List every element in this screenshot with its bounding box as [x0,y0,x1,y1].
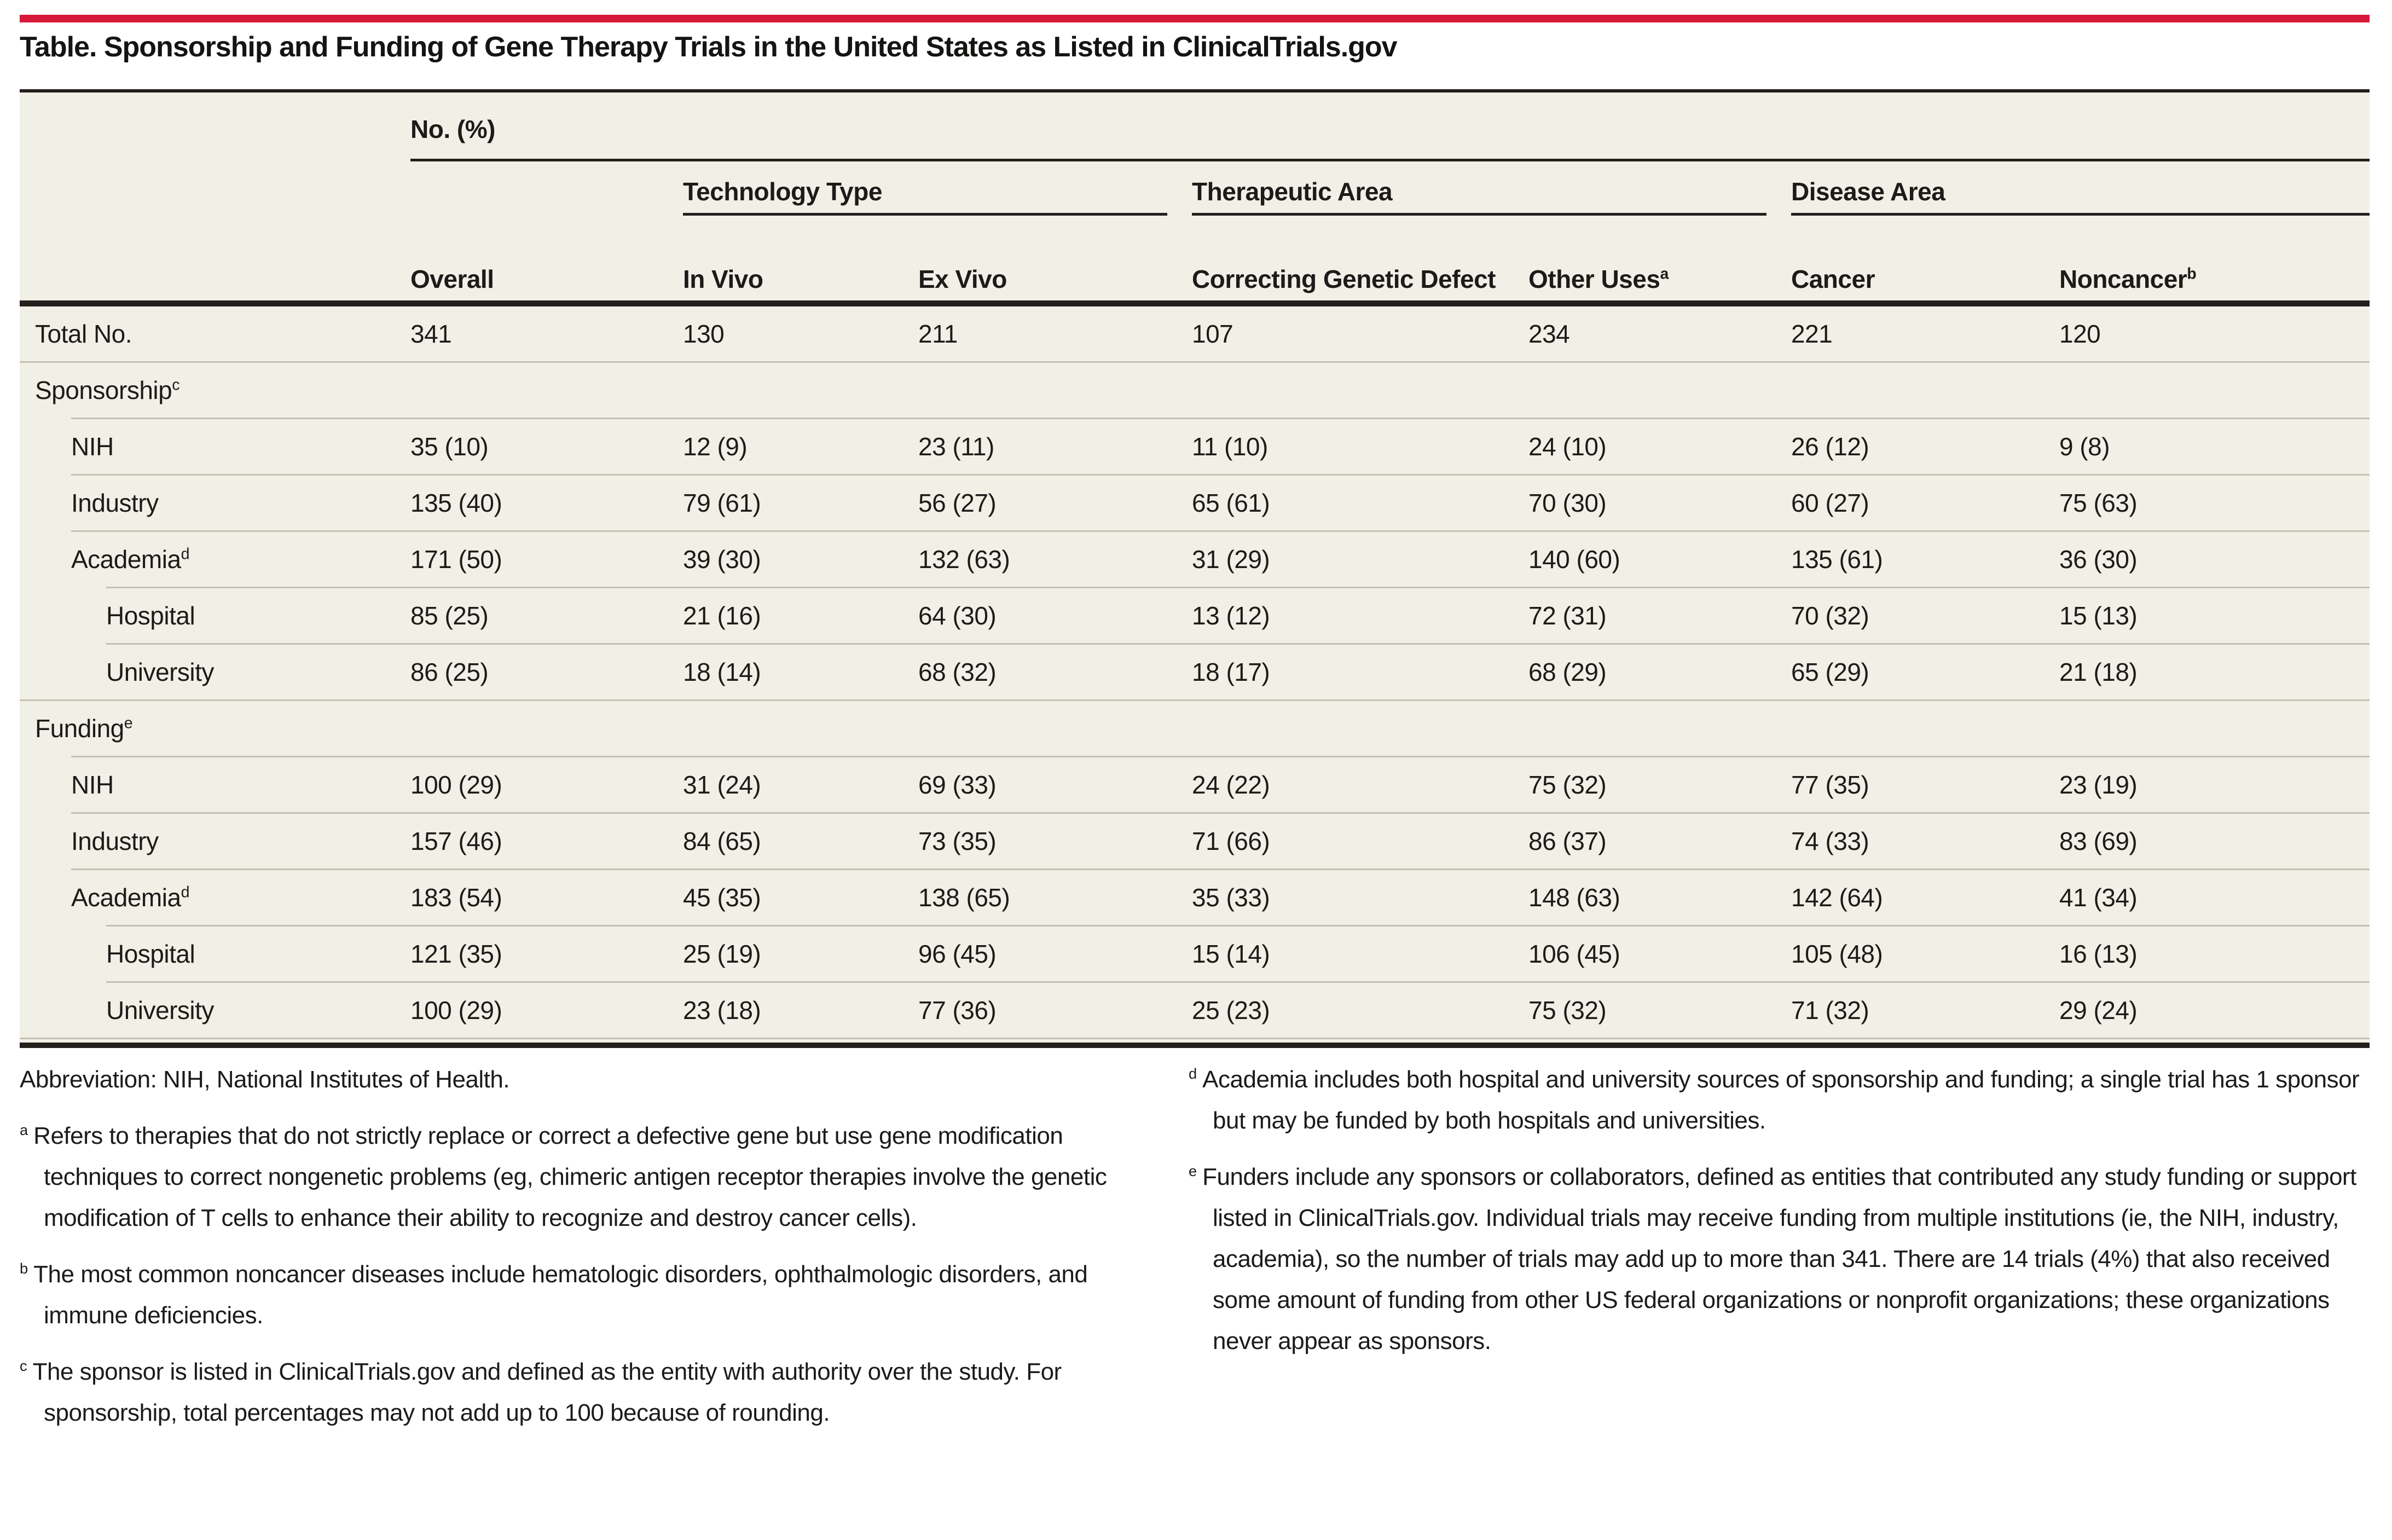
table-cell: 135 (61) [1791,545,1883,574]
table-cell: 65 (29) [1791,658,1869,686]
table-cell: 221 [1791,320,1833,348]
table-cell: 100 (29) [410,771,502,799]
table-cell: 142 (64) [1791,883,1883,912]
table-row-sponsorship-university [20,645,2370,699]
table-cell: 84 (65) [683,827,761,855]
table-cell: 135 (40) [410,489,502,517]
table-row-section-sponsorship [20,363,2370,418]
column-header-other-uses [1528,265,1669,293]
column-header-sup: a [1660,265,1669,283]
table-cell: 157 (46) [410,827,502,855]
table-cell: 140 (60) [1528,545,1620,574]
footnote-marker: b [20,1260,28,1277]
row-label [20,997,410,1024]
table-cell: 107 [1192,320,1233,348]
table-cell: 35 (33) [1192,883,1270,912]
table-header [20,92,2370,300]
table-cell: 25 (23) [1192,996,1270,1024]
table-cell: 70 (32) [1791,601,1869,630]
table-cell: 16 (13) [2059,940,2138,968]
group-rule-therapeutic-area [1192,213,1767,216]
table-cell: 75 (63) [2059,489,2138,517]
row-label-text: University [106,996,214,1024]
row-label-text: University [106,658,214,686]
row-label [20,320,410,348]
footnotes-left-column [20,1059,1148,1449]
table-row-total [20,306,2370,361]
footnote-d [1189,1059,2373,1141]
table-cell: 56 (27) [918,489,997,517]
column-header-cancer [1791,265,1875,293]
table-cell: 106 (45) [1528,940,1620,968]
table-cell: 15 (14) [1192,940,1270,968]
group-header-technology-type: Technology Type [683,177,882,206]
table-cell: 70 (30) [1528,489,1607,517]
row-label-text: Sponsorship [35,376,172,404]
table-cell: 234 [1528,320,1570,348]
group-rule-technology-type [683,213,1167,216]
table-cell: 31 (24) [683,771,761,799]
table-cell: 130 [683,320,725,348]
table-cell: 12 (9) [683,432,748,461]
table-cell: 77 (35) [1791,771,1869,799]
footnote-marker: d [1189,1065,1197,1082]
table-cell: 69 (33) [918,771,997,799]
table-row-sponsorship-nih [20,419,2370,474]
row-label-text: Industry [71,489,159,517]
row-label-text: Academia [71,883,181,912]
group-header-therapeutic-area: Therapeutic Area [1192,177,1393,206]
column-header-ex-vivo [918,265,1007,293]
table-cell: 74 (33) [1791,827,1869,855]
table-cell: 83 (69) [2059,827,2138,855]
column-header-noncancer [2059,265,2197,293]
table-cell: 64 (30) [918,601,997,630]
table-cell: 23 (11) [918,432,994,461]
table-cell: 100 (29) [410,996,502,1024]
column-header-label: Noncancer [2059,265,2187,293]
column-header-in-vivo [683,265,763,293]
column-header-label: Correcting Genetic Defect [1192,265,1496,293]
footnote-marker: e [1189,1162,1197,1180]
footnote-marker: c [20,1357,27,1375]
row-label-text: Hospital [106,940,195,968]
table-cell: 23 (18) [683,996,761,1024]
row-label-sup: e [124,714,133,732]
group-rule-disease-area [1791,213,2370,216]
row-label-text: Funding [35,714,124,743]
table-cell: 85 (25) [410,601,489,630]
table-cell: 23 (19) [2059,771,2138,799]
row-label-sup: d [181,545,190,563]
table-cell: 71 (32) [1791,996,1869,1024]
table-row-section-funding [20,701,2370,756]
table-cell: 21 (16) [683,601,761,630]
table-cell: 26 (12) [1791,432,1869,461]
table-cell: 71 (66) [1192,827,1270,855]
table-cell: 148 (63) [1528,883,1620,912]
table-cell: 25 (19) [683,940,761,968]
footnote-c [20,1351,1148,1433]
table-cell: 132 (63) [918,545,1010,574]
table-cell: 21 (18) [2059,658,2138,686]
column-header-sup: b [2187,265,2197,283]
section-label [20,715,410,742]
table-cell: 65 (61) [1192,489,1270,517]
row-label [20,433,410,460]
row-label [20,489,410,517]
table-row-funding-academia [20,870,2370,925]
table-row-sponsorship-academia [20,532,2370,587]
table-cell: 24 (22) [1192,771,1270,799]
header-bottom-rule [20,300,2370,306]
table-cell: 105 (48) [1791,940,1883,968]
row-label [20,658,410,686]
row-label [20,546,410,573]
row-label-text: Industry [71,827,159,855]
table-cell: 45 (35) [683,883,761,912]
footnote-text: Funders include any sponsors or collaborators, defined as entities that contributed any study funding or support listed in ClinicalTrials.gov. Individual trials may receive funding from multiple institutions (ie, the NIH, industry, academia), so the number of trials may add up to more than 341. There are 14 trials (4%) that also received some amount of funding from other US federal organizations or nonprofit organizations; these organizations never appear as sponsors. [1202,1163,2356,1354]
row-label-text: Hospital [106,601,195,630]
table-cell: 60 (27) [1791,489,1869,517]
table-cell: 138 (65) [918,883,1010,912]
row-label [20,827,410,855]
column-header-label: Overall [410,265,494,293]
column-header-correcting-genetic-defect [1192,265,1507,293]
row-label [20,602,410,629]
table-cell: 211 [918,320,958,348]
table-cell: 39 (30) [683,545,761,574]
footnote-marker: a [20,1121,28,1139]
row-label-text: NIH [71,432,114,461]
footnote-text: Academia includes both hospital and university sources of sponsorship and funding; a single trial has 1 sponsor but may be funded by both hospitals and universities. [1202,1066,2360,1134]
unit-header-rule [410,159,2370,161]
table-cell: 68 (29) [1528,658,1607,686]
table-bottom-rule [20,1043,2370,1048]
table-cell: 29 (24) [2059,996,2138,1024]
footnotes-right-column [1189,1059,2373,1449]
footnote-text: Refers to therapies that do not strictly replace or correct a defective gene but use gene modification techniques to correct nongenetic problems (eg, chimeric antigen receptor therapies involve the genetic modification of T cells to enhance their ability to recognize and destroy cancer cells). [33,1122,1107,1231]
footnote-b [20,1254,1148,1336]
table-cell: 18 (17) [1192,658,1270,686]
abbreviation-note: Abbreviation: NIH, National Institutes of Health. [20,1066,510,1093]
table-cell: 72 (31) [1528,601,1607,630]
column-header-label: Ex Vivo [918,265,1007,293]
table-row-funding-university [20,983,2370,1038]
column-header-label: Other Uses [1528,265,1660,293]
table-cell: 79 (61) [683,489,761,517]
table-cell: 77 (36) [918,996,997,1024]
table-row-funding-hospital [20,927,2370,981]
table-cell: 86 (37) [1528,827,1607,855]
section-label [20,377,410,404]
row-label [20,771,410,798]
table-cell: 36 (30) [2059,545,2138,574]
table-cell: 341 [410,320,452,348]
table-cell: 41 (34) [2059,883,2138,912]
row-label [20,940,410,968]
group-header-disease-area: Disease Area [1791,177,1945,206]
footnote-a [20,1115,1148,1238]
column-header-label: Cancer [1791,265,1875,293]
column-header-label: In Vivo [683,265,763,293]
table-title: Table. Sponsorship and Funding of Gene Therapy Trials in the United States as Listed in ClinicalTrials.gov [20,31,1397,63]
footnote-e [1189,1156,2373,1362]
table-row-funding-industry [20,814,2370,869]
row-label-text: NIH [71,771,114,799]
table-cell: 120 [2059,320,2101,348]
table-cell: 31 (29) [1192,545,1270,574]
table-cell: 24 (10) [1528,432,1607,461]
table-row-sponsorship-hospital [20,588,2370,643]
table-cell: 15 (13) [2059,601,2138,630]
data-table [20,89,2370,1048]
table-cell: 171 (50) [410,545,502,574]
table-cell: 9 (8) [2059,432,2110,461]
footnote-text: The sponsor is listed in ClinicalTrials.gov and defined as the entity with authority over the study. For sponsorship, total percentages may not add up to 100 because of rounding. [32,1358,1062,1426]
table-cell: 183 (54) [410,883,502,912]
table-row-sponsorship-industry [20,476,2370,530]
table-cell: 68 (32) [918,658,997,686]
table-row-funding-nih [20,757,2370,812]
accent-bar [20,15,2370,22]
unit-header: No. (%) [410,115,495,143]
row-label-text: Academia [71,545,181,574]
table-cell: 13 (12) [1192,601,1270,630]
table-cell: 73 (35) [918,827,997,855]
row-label-text: Total No. [35,320,132,348]
footnotes [20,1059,2373,1449]
table-cell: 75 (32) [1528,771,1607,799]
table-cell: 96 (45) [918,940,997,968]
table-cell: 75 (32) [1528,996,1607,1024]
column-header-overall [410,265,494,293]
row-label-sup: d [181,883,190,901]
table-cell: 35 (10) [410,432,489,461]
table-cell: 121 (35) [410,940,502,968]
table-cell: 11 (10) [1192,432,1268,461]
table-cell: 86 (25) [410,658,489,686]
footnote-text: The most common noncancer diseases include hematologic disorders, ophthalmologic disorders, and immune deficiencies. [33,1261,1088,1329]
table-cell: 18 (14) [683,658,761,686]
row-label [20,884,410,911]
row-label-sup: c [172,376,180,394]
